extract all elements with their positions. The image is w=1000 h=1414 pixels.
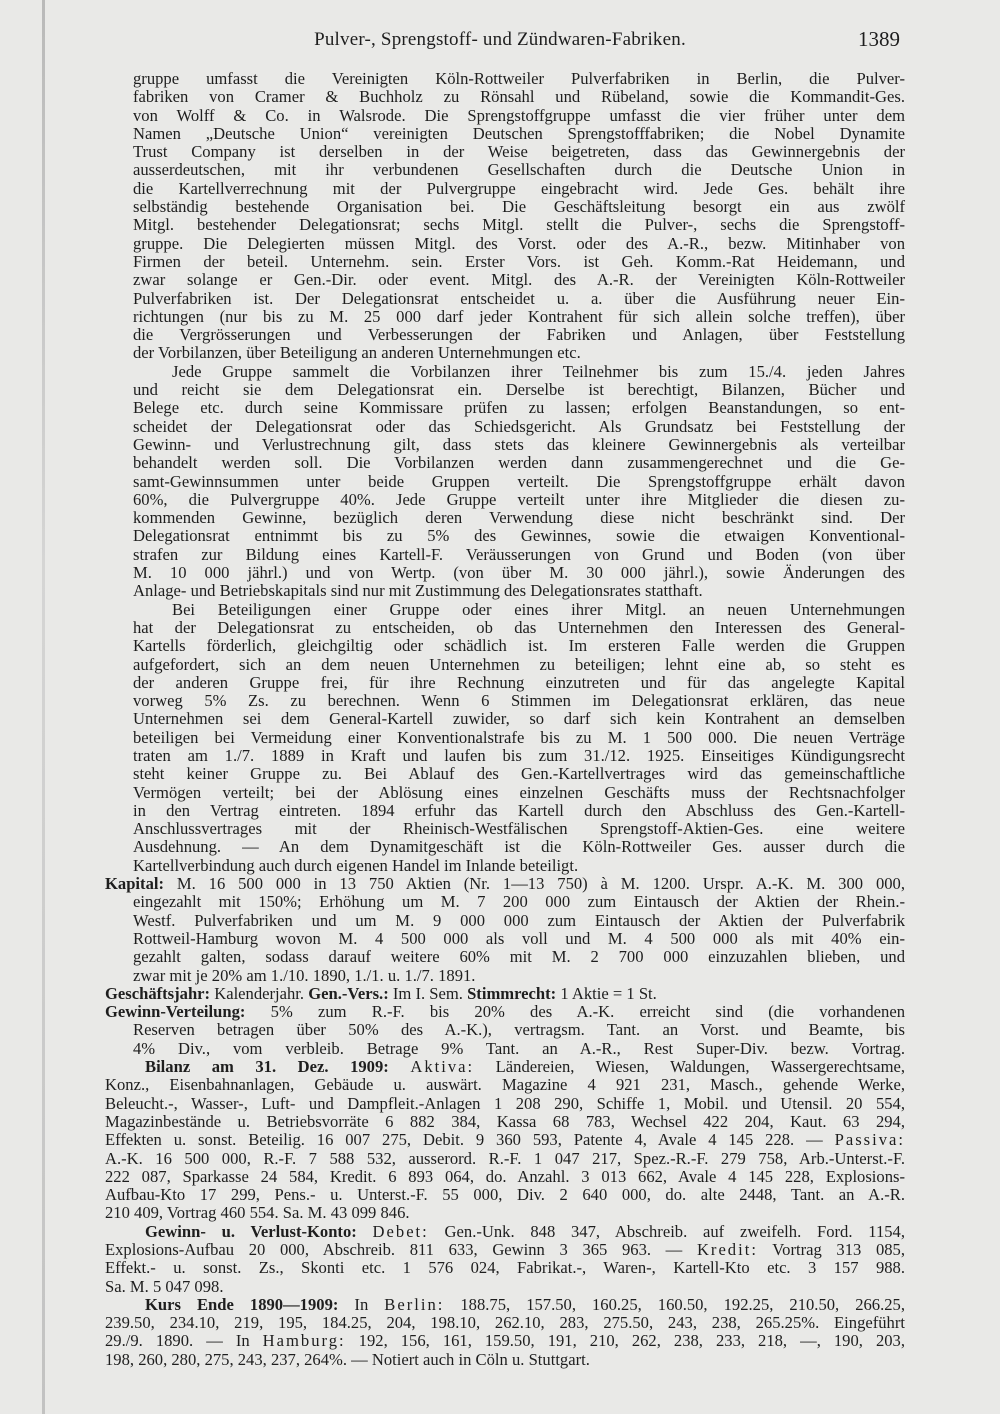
text-line — [105, 747, 905, 765]
text-line — [105, 290, 905, 308]
text-line — [105, 216, 905, 234]
text-segment: zwar solange er Gen.-Dir. oder event. Mitgl. des A.-R. der Vereinigten Köln-Rottweiler — [133, 270, 905, 290]
text-line — [105, 1314, 905, 1332]
text-line — [105, 308, 905, 326]
text-segment: Namen „Deutsche Union“ vereinigten Deutschen Sprengstofffabriken; die Nobel Dynamite — [133, 123, 905, 143]
text-segment: M. 16 500 000 in 13 750 Aktien (Nr. 1—13 750) à M. 1200. Urspr. A.-K. M. 300 000, — [164, 874, 905, 894]
text-segment: selbständig bestehende Organisation bei. Die Geschäftsleitung besorgt ein aus zwölf — [133, 197, 905, 217]
text-line — [105, 656, 905, 674]
text-segment: M. 10 000 jährl.) und von Wertp. (von über M. 30 000 jährl.), sowie Änderungen des — [133, 563, 905, 583]
text-line — [105, 967, 905, 985]
text-segment: fabriken von Cramer & Buchholz zu Rönsahl und Rübeland, sowie die Kommandit-Ges. — [133, 87, 905, 107]
text-segment: Ausdehnung. — An dem Dynamitgeschäft ist die Köln-Rottweiler Ges. ausser durch die — [133, 837, 905, 857]
text-line — [105, 1241, 905, 1259]
text-line — [105, 1058, 905, 1076]
section-heading: Bilanz am 31. Dez. 1909: — [145, 1057, 389, 1077]
text-line — [105, 271, 905, 289]
text-segment: Ländereien, Wiesen, Waldungen, Wassergerechtsame, — [474, 1057, 905, 1077]
text-segment: Effekt.- u. sonst. Zs., Skonti etc. 1 576 024, Fabrikat.-, Waren-, Kartell-Kto etc. 3 157 988. — [105, 1258, 905, 1278]
text-line — [105, 1296, 905, 1314]
text-segment — [389, 1057, 411, 1076]
text-segment — [357, 1222, 373, 1241]
text-segment: und reicht sie dem Delegationsrat ein. Derselbe ist berechtigt, Bilanzen, Bücher und — [133, 380, 905, 400]
section-heading: Kurs Ende 1890—1909: — [145, 1294, 339, 1314]
text-segment: Berlin: — [384, 1294, 445, 1314]
text-segment: traten am 1./7. 1889 in Kraft und laufen bis zum 31./12. 1925. Einseitiges Kündigungsrecht — [133, 745, 905, 765]
text-line — [105, 930, 905, 948]
text-segment: 239.50, 234.10, 219, 195, 184.25, 204, 198.10, 262.10, 283, 275.50, 243, 238, 265.25%. Eingeführt — [105, 1313, 905, 1333]
text-segment: hat der Delegationsrat zu entscheiden, ob das Unternehmen den Interessen des General- — [133, 617, 905, 637]
text-line — [105, 710, 905, 728]
text-segment: Reserven betragen über 50% des A.-K.), vertragsm. Tant. an Vorst. und Beamte, bis — [133, 1020, 905, 1040]
text-segment: 222 087, Sparkasse 24 584, Kredit. 6 893 064, do. Anzahl. 3 013 662, Avale 4 145 228, Explosions- — [105, 1166, 905, 1186]
text-line — [105, 784, 905, 802]
text-segment: Passiva: — [834, 1130, 905, 1150]
text-segment: ausserdeutschen, mit ihr verbundenen Gesellschaften durch die Deutsche Union in — [133, 160, 905, 180]
text-segment: Jede Gruppe sammelt die Vorbilanzen ihrer Teilnehmer bis zum 15./4. jeden Jahres — [172, 361, 905, 381]
text-segment: 198, 260, 280, 275, 243, 237, 264%. — Notiert auch in Cöln u. Stuttgart. — [105, 1349, 590, 1369]
text-line — [105, 875, 905, 893]
text-line — [105, 1113, 905, 1131]
text-line — [105, 582, 905, 600]
text-segment: Delegationsrat entnimmt bis zu 5% des Gewinnes, sowie die etwaigen Konventional- — [133, 526, 905, 546]
text-segment: Kartells förderlich, gleichgiltig oder schädlich ist. Im ersteren Falle werden die Gruppen — [133, 636, 905, 656]
section-heading: Gewinn- u. Verlust-Konto: — [145, 1221, 357, 1241]
text-segment: A.-K. 16 500 000, R.-F. 7 588 532, ausserord. R.-F. 1 047 217, Spez.-R.-F. 279 758, Arb.-Unterst.-F. — [105, 1148, 905, 1168]
text-segment: der Vorbilanzen, über Beteiligung an anderen Unternehmungen etc. — [133, 343, 581, 363]
page-number: 1389 — [858, 27, 900, 51]
text-line — [105, 857, 905, 875]
text-segment: Konz., Eisenbahnanlagen, Gebäude u. auswärt. Magazine 4 921 231, Masch., gehende Werke, — [105, 1075, 905, 1095]
text-line — [105, 1223, 905, 1241]
text-segment: Belege etc. durch seine Kommissare prüfen zu lassen; erfolgen Beanstandungen, so ent- — [133, 398, 905, 418]
text-segment: Anlage- und Betriebskapitals sind nur mit Zustimmung des Delegationsrates statthaft. — [133, 581, 703, 601]
text-segment: Gen.-Unk. 848 347, Abschreib. auf zweifelh. Ford. 1154, — [428, 1221, 905, 1241]
text-line — [105, 838, 905, 856]
text-segment: Pulverfabriken ist. Der Delegationsrat entscheidet u. a. über die Ausführung neuer Ein- — [133, 288, 905, 308]
text-line — [105, 473, 905, 491]
text-segment: 29./9. 1890. — In — [105, 1331, 263, 1351]
text-line — [105, 893, 905, 911]
text-segment: zwar mit je 20% am 1./10. 1890, 1./1. u. 1./7. 1891. — [133, 965, 476, 985]
text-segment: von Wolff & Co. in Walsrode. Die Sprengstoffgruppe umfasst die vier früher unter dem — [133, 105, 905, 125]
text-line — [105, 692, 905, 710]
text-segment: vorweg 5% Zs. zu berechnen. Wenn 6 Stimmen im Delegationsrat erklären, das neue — [133, 691, 905, 711]
text-segment: Westf. Pulverfabriken und um M. 9 000 000 zum Eintausch der Aktien der Pulverfabrik — [133, 910, 905, 930]
text-segment: 192, 156, 161, 159.50, 191, 210, 262, 238, 233, 218, —, 190, 203, — [345, 1331, 905, 1351]
text-segment: samt-Gewinnsummen unter beide Gruppen verteilt. Die Sprengstoffgruppe erhält davon — [133, 471, 905, 491]
text-segment: Aufbau-Kto 17 299, Pens.- u. Unterst.-F. 55 000, Div. 2 640 000, do. alte 2448, Tant. an A.-R. — [105, 1185, 905, 1205]
scan-edge-shadow — [42, 0, 45, 1414]
text-line — [105, 1040, 905, 1058]
text-line — [105, 765, 905, 783]
text-segment: 5% zum R.-F. bis 20% des A.-K. erreicht sind (die vorhandenen — [245, 1002, 905, 1022]
text-line — [105, 1095, 905, 1113]
text-segment: 1 Aktie = 1 St. — [556, 983, 657, 1003]
text-line — [105, 1278, 905, 1296]
text-segment: Sa. M. 5 047 098. — [105, 1276, 224, 1296]
text-line — [105, 1168, 905, 1186]
text-line — [105, 637, 905, 655]
body-text — [105, 70, 905, 1369]
text-segment: strafen zur Bildung eines Kartell-F. Veräusserungen von Grund und Boden (von über — [133, 544, 905, 564]
text-line — [105, 399, 905, 417]
text-segment: Kartellverbindung auch durch eigenen Handel im Inlande beteiligt. — [133, 855, 579, 875]
text-line — [105, 619, 905, 637]
text-segment: Beleucht.-, Wasser-, Luft- und Dampfleit.-Anlagen 1 208 290, Schiffe 1, Mobil. und Utensil. 20 554, — [105, 1093, 905, 1113]
text-line — [105, 180, 905, 198]
text-segment: 188.75, 157.50, 160.25, 160.50, 192.25, 210.50, 266.25, — [444, 1294, 905, 1314]
text-segment: behandelt werden soll. Die Vorbilanzen werden dann zusammengerechnet und die Ge- — [133, 453, 905, 473]
text-line — [105, 729, 905, 747]
text-segment: gruppe umfasst die Vereinigten Köln-Rottweiler Pulverfabriken in Berlin, die Pulver- — [133, 69, 905, 88]
text-line — [105, 70, 905, 88]
text-line — [105, 509, 905, 527]
text-segment: 210 409, Vortrag 460 554. Sa. M. 43 099 846. — [105, 1203, 410, 1223]
text-segment: Hamburg: — [262, 1331, 346, 1351]
text-segment: Firmen der beteil. Unternehm. sein. Erster Vors. ist Geh. Komm.-Rat Heidemann, und — [133, 251, 905, 271]
text-segment: 60%, die Pulvergruppe 40%. Jede Gruppe verteilt unter ihre Mitglieder die diesen zu- — [133, 489, 905, 509]
text-line — [105, 381, 905, 399]
text-segment: die Kartellverrechnung mit der Pulvergruppe eingebracht wird. Jede Ges. behält ihre — [133, 178, 905, 198]
text-line — [105, 1021, 905, 1039]
text-segment: steht keiner Gruppe zu. Bei Ablauf des Gen.-Kartellvertrages wird das gemeinschaftliche — [133, 764, 905, 784]
text-line — [105, 1332, 905, 1350]
text-line — [105, 1076, 905, 1094]
text-segment: aufgefordert, sich an dem neuen Unternehmen zu beteiligen; lehnt eine ab, so steht es — [133, 654, 905, 674]
text-line — [105, 1351, 905, 1369]
text-line — [105, 143, 905, 161]
text-line — [105, 912, 905, 930]
text-line — [105, 363, 905, 381]
text-segment: Vortrag 313 085, — [757, 1240, 905, 1259]
text-line — [105, 326, 905, 344]
text-segment: beteiligen bei Vermeidung einer Konventionalstrafe bis zu M. 1 500 000. Die neuen Verträge — [133, 727, 905, 747]
text-segment: scheidet der Delegationsrat oder das Schiedsgericht. Als Grundsatz bei Feststellung der — [133, 416, 905, 436]
text-segment: der anderen Gruppe frei, für ihre Rechnung einzutreten und für das angelegte Kapital — [133, 672, 905, 692]
text-segment: gruppe. Die Delegierten müssen Mitgl. des Vorst. oder des A.-R., bezw. Mitinhaber von — [133, 233, 905, 253]
text-segment: Explosions-Aufbau 20 000, Abschreib. 811 633, Gewinn 3 365 963. — — [105, 1240, 697, 1259]
text-segment: die Vergrösserungen und Verbesserungen der Fabriken und Anlagen, über Feststellung — [133, 325, 905, 345]
text-line — [105, 546, 905, 564]
text-line — [105, 436, 905, 454]
text-segment: 4% Div., vom verbleib. Betrage 9% Tant. an A.-R., Rest Super-Div. bezw. Vortrag. — [133, 1038, 905, 1058]
text-segment: Debet: — [372, 1221, 429, 1241]
text-line — [105, 802, 905, 820]
text-line — [105, 198, 905, 216]
text-line — [105, 1259, 905, 1277]
text-segment: eingezahlt mit 150%; Erhöhung um M. 7 200 000 zum Eintausch der Aktien der Rhein.- — [133, 892, 905, 912]
text-line — [105, 527, 905, 545]
text-segment: Kalenderjahr. — [210, 983, 309, 1003]
text-line — [105, 948, 905, 966]
text-line — [105, 564, 905, 582]
text-line — [105, 107, 905, 125]
text-segment: Kredit: — [696, 1240, 758, 1259]
text-line — [105, 161, 905, 179]
running-header: Pulver-, Sprengstoff- und Zündwaren-Fabriken. — [314, 29, 686, 50]
section-heading: Kapital: — [105, 874, 165, 894]
text-segment: Trust Company ist derselben in der Weise beigetreten, dass das Gewinnergebnis der — [133, 142, 905, 162]
text-segment: Bei Beteiligungen einer Gruppe oder eines ihrer Mitgl. an neuen Unternehmungen — [172, 599, 905, 619]
text-line — [105, 418, 905, 436]
text-segment: Anschlussvertrages mit der Rheinisch-Westfälischen Sprengstoff-Aktien-Ges. eine weitere — [133, 819, 905, 839]
text-segment: kommenden Gewinne, bezüglich deren Verwendung diese nicht beschränkt sind. Der — [133, 508, 905, 528]
text-line — [105, 454, 905, 472]
text-line — [105, 820, 905, 838]
text-line — [105, 235, 905, 253]
text-segment: Gewinn- und Verlustrechnung gilt, dass stets das kleinere Gewinnergebnis als verteilbar — [133, 434, 905, 454]
text-line — [105, 1150, 905, 1168]
text-line — [105, 125, 905, 143]
text-line — [105, 601, 905, 619]
text-line — [105, 344, 905, 362]
text-line — [105, 674, 905, 692]
text-segment: Unternehmen sei dem General-Kartell zuwider, so darf sich kein Kontrahent an demselben — [133, 709, 905, 729]
text-line — [105, 1186, 905, 1204]
text-line — [105, 88, 905, 106]
text-line — [105, 1131, 905, 1149]
text-segment: in den Vertrag eintreten. 1894 erfuhr das Kartell durch den Abschluss des Gen.-Kartell- — [133, 800, 905, 820]
text-segment: Mitgl. bestehender Delegationsrat; sechs Mitgl. stellt die Pulver-, sechs die Sprengstoff- — [133, 215, 905, 235]
text-segment: Vermögen verteilt; bei der Ablösung eines einzelnen Geschäfts muss der Rechtsnachfolger — [133, 782, 905, 802]
text-segment: Im I. Sem. — [388, 983, 468, 1003]
section-heading: Gewinn-Verteilung: — [105, 1002, 246, 1022]
text-segment: Magazinbestände u. Betriebsvorräte 6 882 384, Kassa 68 783, Wechsel 422 204, Kaut. 63 294, — [105, 1111, 905, 1131]
text-segment: In — [338, 1294, 385, 1314]
text-segment: gezahlt galten, sodass darauf weitere 60% mit M. 2 700 000 einzuzahlen blieben, und — [133, 947, 905, 967]
text-line — [105, 1003, 905, 1021]
text-segment: Aktiva: — [410, 1057, 475, 1077]
section-heading: Stimmrecht: — [467, 983, 557, 1003]
section-heading: Geschäftsjahr: — [105, 983, 211, 1003]
text-line — [105, 253, 905, 271]
text-segment: richtungen (nur bis zu M. 25 000 darf jeder Kontrahent für sich allein solche treffen), über — [133, 306, 905, 326]
text-line — [105, 1204, 905, 1222]
text-segment: Rottweil-Hamburg wovon M. 4 500 000 als voll und M. 4 500 000 als mit 40% ein- — [133, 928, 905, 948]
section-heading: Gen.-Vers.: — [308, 983, 389, 1003]
text-segment: Effekten u. sonst. Beteilig. 16 007 275, Debit. 9 360 593, Patente 4, Avale 4 145 228. — — [105, 1130, 835, 1150]
text-line — [105, 491, 905, 509]
text-line — [105, 985, 905, 1003]
